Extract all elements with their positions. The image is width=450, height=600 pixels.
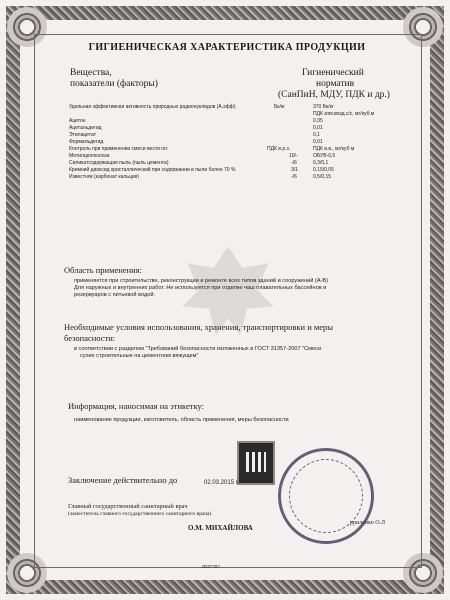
- header-right-1: Гигиенический: [302, 68, 364, 78]
- application-area-text: резервуаров с питьевой водой.: [74, 292, 156, 298]
- document-title: ГИГИЕНИЧЕСКАЯ ХАРАКТЕРИСТИКА ПРОДУКЦИИ: [88, 42, 366, 53]
- conditions-title: Необходимые условия использования, хранения, транспортировки и меры: [64, 322, 333, 332]
- table-row: Формальдегид 0,01: [69, 139, 323, 145]
- conditions-text: в соответствии с разделом "Требований безопасности изложенных в ГОСТ 31357-2007 "Смеси: [74, 346, 322, 352]
- doctor-subtitle: (заместитель главного государственного санитарного врача): [68, 511, 212, 517]
- table-row: Удельная эффективная активность природных радионуклидов (А.эфф) Бк/кг 370 Бк/кг: [69, 104, 334, 110]
- doctor-title: Главный государственный санитарный врач: [68, 503, 188, 510]
- header-left-1: Вещества,: [70, 68, 112, 78]
- table-row: Ацетальдегид 0,01: [69, 125, 323, 131]
- label-info-title: Информация, наносимая на этикетку:: [68, 401, 204, 411]
- table-row: Метилцеллюлоза 10/- ОБУВ-0,5: [69, 153, 336, 159]
- header-left-2: показатели (факторы): [70, 79, 158, 89]
- table-row: Этилацетат 0,1: [69, 132, 320, 138]
- label-info-text: наименование продукции, изготовитель, область применения, меры безопасности: [74, 417, 289, 423]
- form-number: 0037787: [202, 564, 220, 569]
- conditions-title: безопасности:: [64, 333, 116, 343]
- conclusion-date: 02.03.2015 г.: [204, 480, 239, 486]
- table-row: Ацетон 0,35: [69, 118, 323, 124]
- application-area-text: Для наружных и внутренних работ. Не используется при отделке чаш плавательных бассейнов и: [74, 285, 327, 291]
- doctor-name-right: рриленко О.Л: [350, 520, 386, 526]
- conclusion-label: Заключение действительно до: [68, 475, 178, 485]
- eagle-emblem-watermark: [168, 232, 288, 352]
- header-right-3: (СанПиН, МДУ, ПДК и др.): [278, 90, 390, 100]
- hologram-sticker: [237, 441, 275, 485]
- table-row: Известняк (карбонат кальция) -/6 0,5/0,15: [69, 174, 332, 180]
- header-right-2: норматив: [316, 79, 355, 89]
- table-row: Силикатсодержащая пыль (пыль цемента) -/6 0,3/0,1: [69, 160, 329, 166]
- table-row: Кремний диоксид кристаллический при содержании в пыли более 70 % 3/1 0,15/0,05: [69, 167, 334, 173]
- doctor-name: О.М. МИХАЙЛОВА: [188, 524, 253, 532]
- table-row: ПДК атм.возд.с/с, мг/куб.м: [313, 111, 375, 117]
- official-seal-stamp: [278, 448, 374, 544]
- application-area-text: применяется при строительстве, реконструкции и ремонте всех типов зданий и сооружений (А-В): [74, 278, 329, 284]
- table-row: Контроль при применении смеси вести по: ПДК в.р.з. ПДК в.в., мг/куб м: [69, 146, 355, 152]
- application-area-title: Область применения:: [64, 265, 142, 275]
- conditions-text: сухие строительные на цементном вяжущем": [80, 353, 199, 359]
